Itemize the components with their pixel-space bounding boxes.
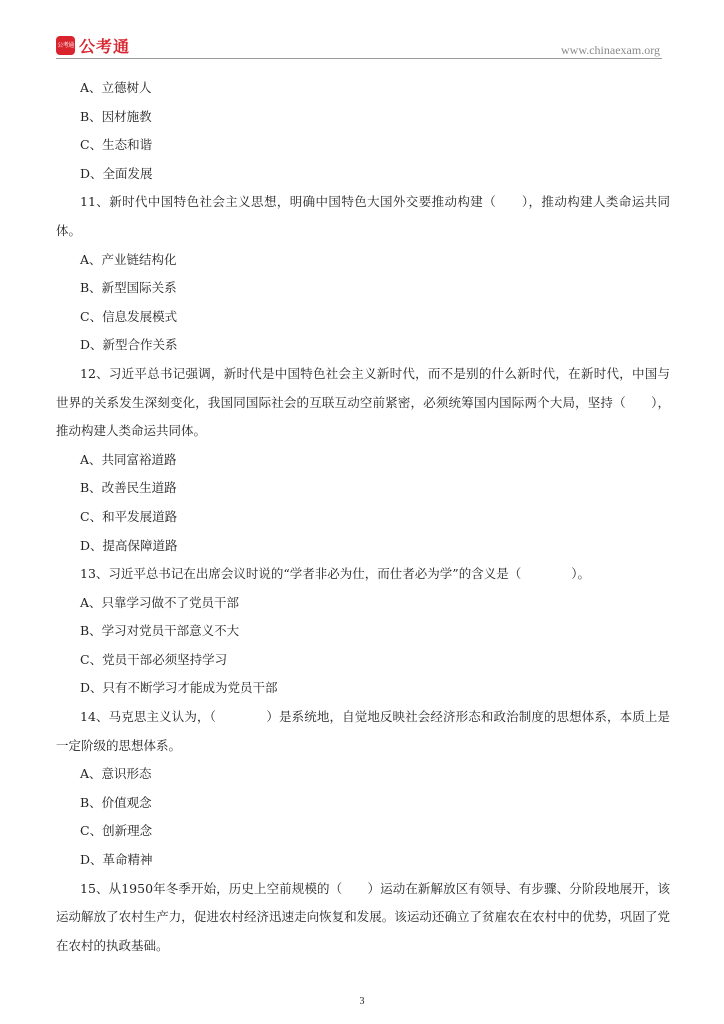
- option-b: B、学习对党员干部意义不大: [80, 623, 240, 639]
- option-d: D、提高保障道路: [80, 537, 178, 553]
- option-a: A、只靠学习做不了党员干部: [80, 594, 240, 610]
- header-divider: [56, 58, 662, 59]
- option-b: B、价值观念: [80, 794, 152, 810]
- option-c: C、生态和谐: [80, 137, 153, 153]
- option-b: B、新型国际关系: [80, 280, 177, 296]
- option-c: C、和平发展道路: [80, 508, 178, 524]
- question-13: 13、习近平总书记在出席会议时说的“学者非必为仕，而仕者必为学”的含义是（ ）。: [80, 566, 590, 582]
- site-url: www.chinaexam.org: [561, 43, 660, 57]
- page-number: 3: [359, 996, 365, 1007]
- option-c: C、党员干部必须坚持学习: [80, 651, 228, 667]
- question-11: 11、新时代中国特色社会主义思想，明确中国特色大国外交要推动构建（ ），推动构建人类命运共同体。: [56, 194, 670, 238]
- option-a: A、共同富裕道路: [80, 451, 177, 467]
- question-12: 12、习近平总书记强调，新时代是中国特色社会主义新时代，而不是别的什么新时代，在新时代，中国与世界的关系发生深刻变化，我国同国际社会的互联互动空前紧密，必须统筹国内国际两个大局，坚持（ ），推动构建人类命运共同体。: [56, 365, 670, 439]
- page-header: [56, 34, 662, 58]
- question-14: 14、马克思主义认为，（ ）是系统地，自觉地反映社会经济形态和政治制度的思想体系，本质上是一定阶级的思想体系。: [56, 709, 670, 753]
- option-b: B、因材施教: [80, 108, 152, 124]
- option-c: C、信息发展模式: [80, 308, 178, 324]
- option-b: B、改善民生道路: [80, 480, 177, 496]
- question-content: [56, 74, 670, 960]
- question-15: 15、从1950年冬季开始，历史上空前规模的（ ）运动在新解放区有领导、有步骤、分阶段地展开，该运动解放了农村生产力，促进农村经济迅速走向恢复和发展。该运动还确立了贫雇农在农村中的优势，巩固了党在农村的执政基础。: [56, 880, 670, 953]
- logo-text: 公考通: [79, 37, 131, 56]
- option-d: D、新型合作关系: [80, 337, 178, 353]
- option-a: A、立德树人: [80, 80, 152, 95]
- option-d: D、只有不断学习才能成为党员干部: [80, 680, 278, 696]
- logo-badge-icon: 公考通: [56, 36, 75, 55]
- option-c: C、创新理念: [80, 823, 153, 839]
- logo: [56, 34, 130, 57]
- option-a: A、产业链结构化: [80, 251, 177, 267]
- option-d: D、全面发展: [80, 165, 153, 181]
- option-d: D、革命精神: [80, 852, 153, 868]
- option-a: A、意识形态: [80, 766, 152, 782]
